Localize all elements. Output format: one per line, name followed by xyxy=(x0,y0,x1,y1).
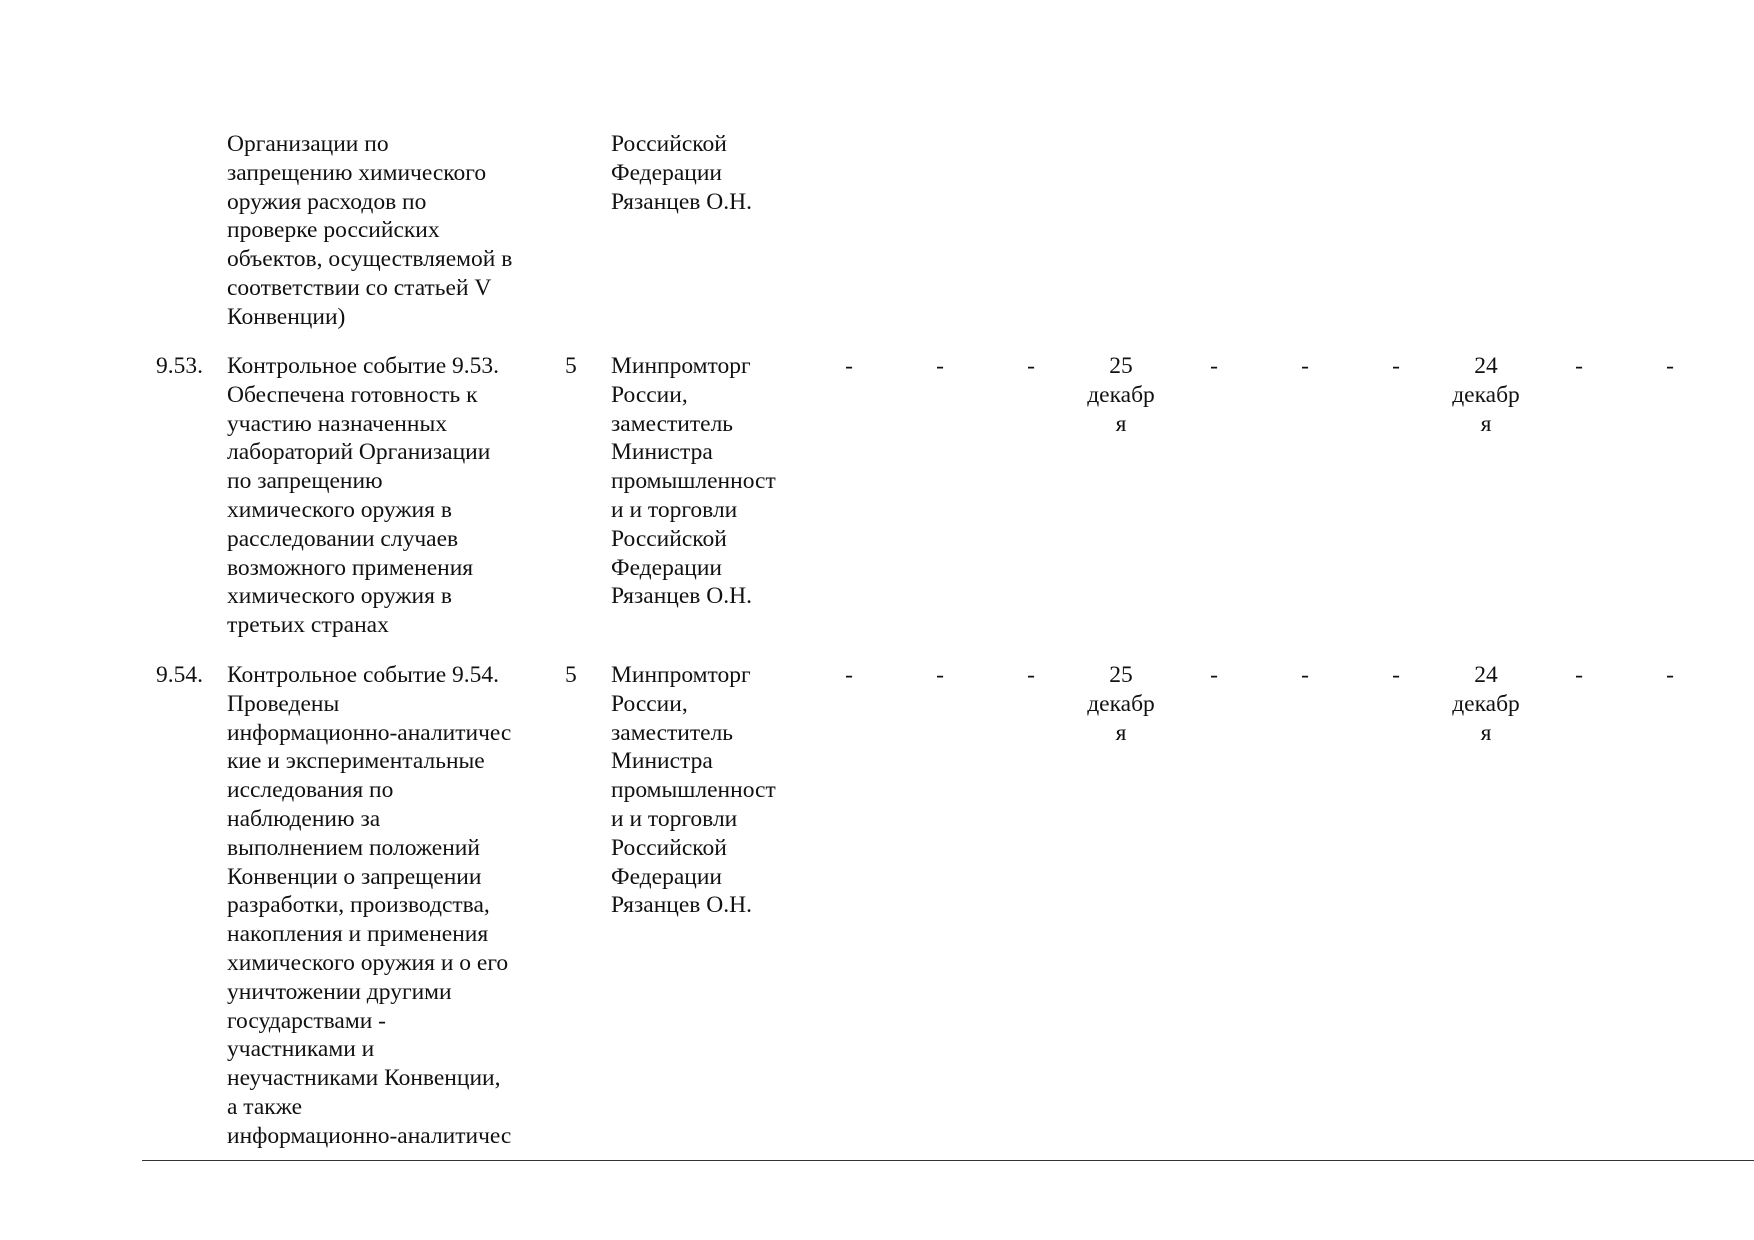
empty-cell-dash: - xyxy=(845,353,853,379)
event-value: 5 xyxy=(565,662,577,688)
empty-cell-dash: - xyxy=(1027,662,1035,688)
empty-cell-dash: - xyxy=(1666,353,1674,379)
row-number: 9.53. xyxy=(156,353,203,379)
continued-responsible-text: Российской Федерации Рязанцев О.Н. xyxy=(611,131,752,215)
row-number: 9.54. xyxy=(156,662,203,688)
empty-cell-dash: - xyxy=(1575,353,1583,379)
empty-cell-dash: - xyxy=(1392,662,1400,688)
empty-cell-dash: - xyxy=(1301,353,1309,379)
empty-cell-dash: - xyxy=(845,662,853,688)
table-bottom-border xyxy=(142,1160,1754,1161)
deadline-date: 25 декабр я xyxy=(1087,353,1155,437)
empty-cell-dash: - xyxy=(936,662,944,688)
empty-cell-dash: - xyxy=(1027,353,1035,379)
event-value: 5 xyxy=(565,353,577,379)
deadline-date: 24 декабр я xyxy=(1452,353,1520,437)
empty-cell-dash: - xyxy=(1210,353,1218,379)
empty-cell-dash: - xyxy=(1666,662,1674,688)
event-description: Контрольное событие 9.53. Обеспечена готовность к участию назначенных лабораторий Организации по запрещению химического оружия в расследовании случаев возможного применения химического оружия в третьих странах xyxy=(227,353,500,639)
empty-cell-dash: - xyxy=(1301,662,1309,688)
deadline-date: 24 декабр я xyxy=(1452,662,1520,746)
deadline-date: 25 декабр я xyxy=(1087,662,1155,746)
empty-cell-dash: - xyxy=(936,353,944,379)
empty-cell-dash: - xyxy=(1392,353,1400,379)
empty-cell-dash: - xyxy=(1575,662,1583,688)
empty-cell-dash: - xyxy=(1210,662,1218,688)
event-description: Контрольное событие 9.54. Проведены информационно-аналитичес кие и экспериментальные исследования по наблюдению за выполнением положений Конвенции о запрещении разработки, производства, накопления и применения химического оружия и о его уничтожении другими государствами - участниками и неучастниками Конвенции, а также информационно-аналитичес xyxy=(227,662,512,1149)
responsible-person: Минпромторг России, заместитель Министра промышленност и и торговли Российской Федерации Рязанцев О.Н. xyxy=(611,353,776,610)
continued-event-text: Организации по запрещению химического оружия расходов по проверке российских объектов, осуществляемой в соответствии со статьей V Конвенции) xyxy=(227,131,513,330)
responsible-person: Минпромторг России, заместитель Министра промышленност и и торговли Российской Федерации Рязанцев О.Н. xyxy=(611,662,776,919)
